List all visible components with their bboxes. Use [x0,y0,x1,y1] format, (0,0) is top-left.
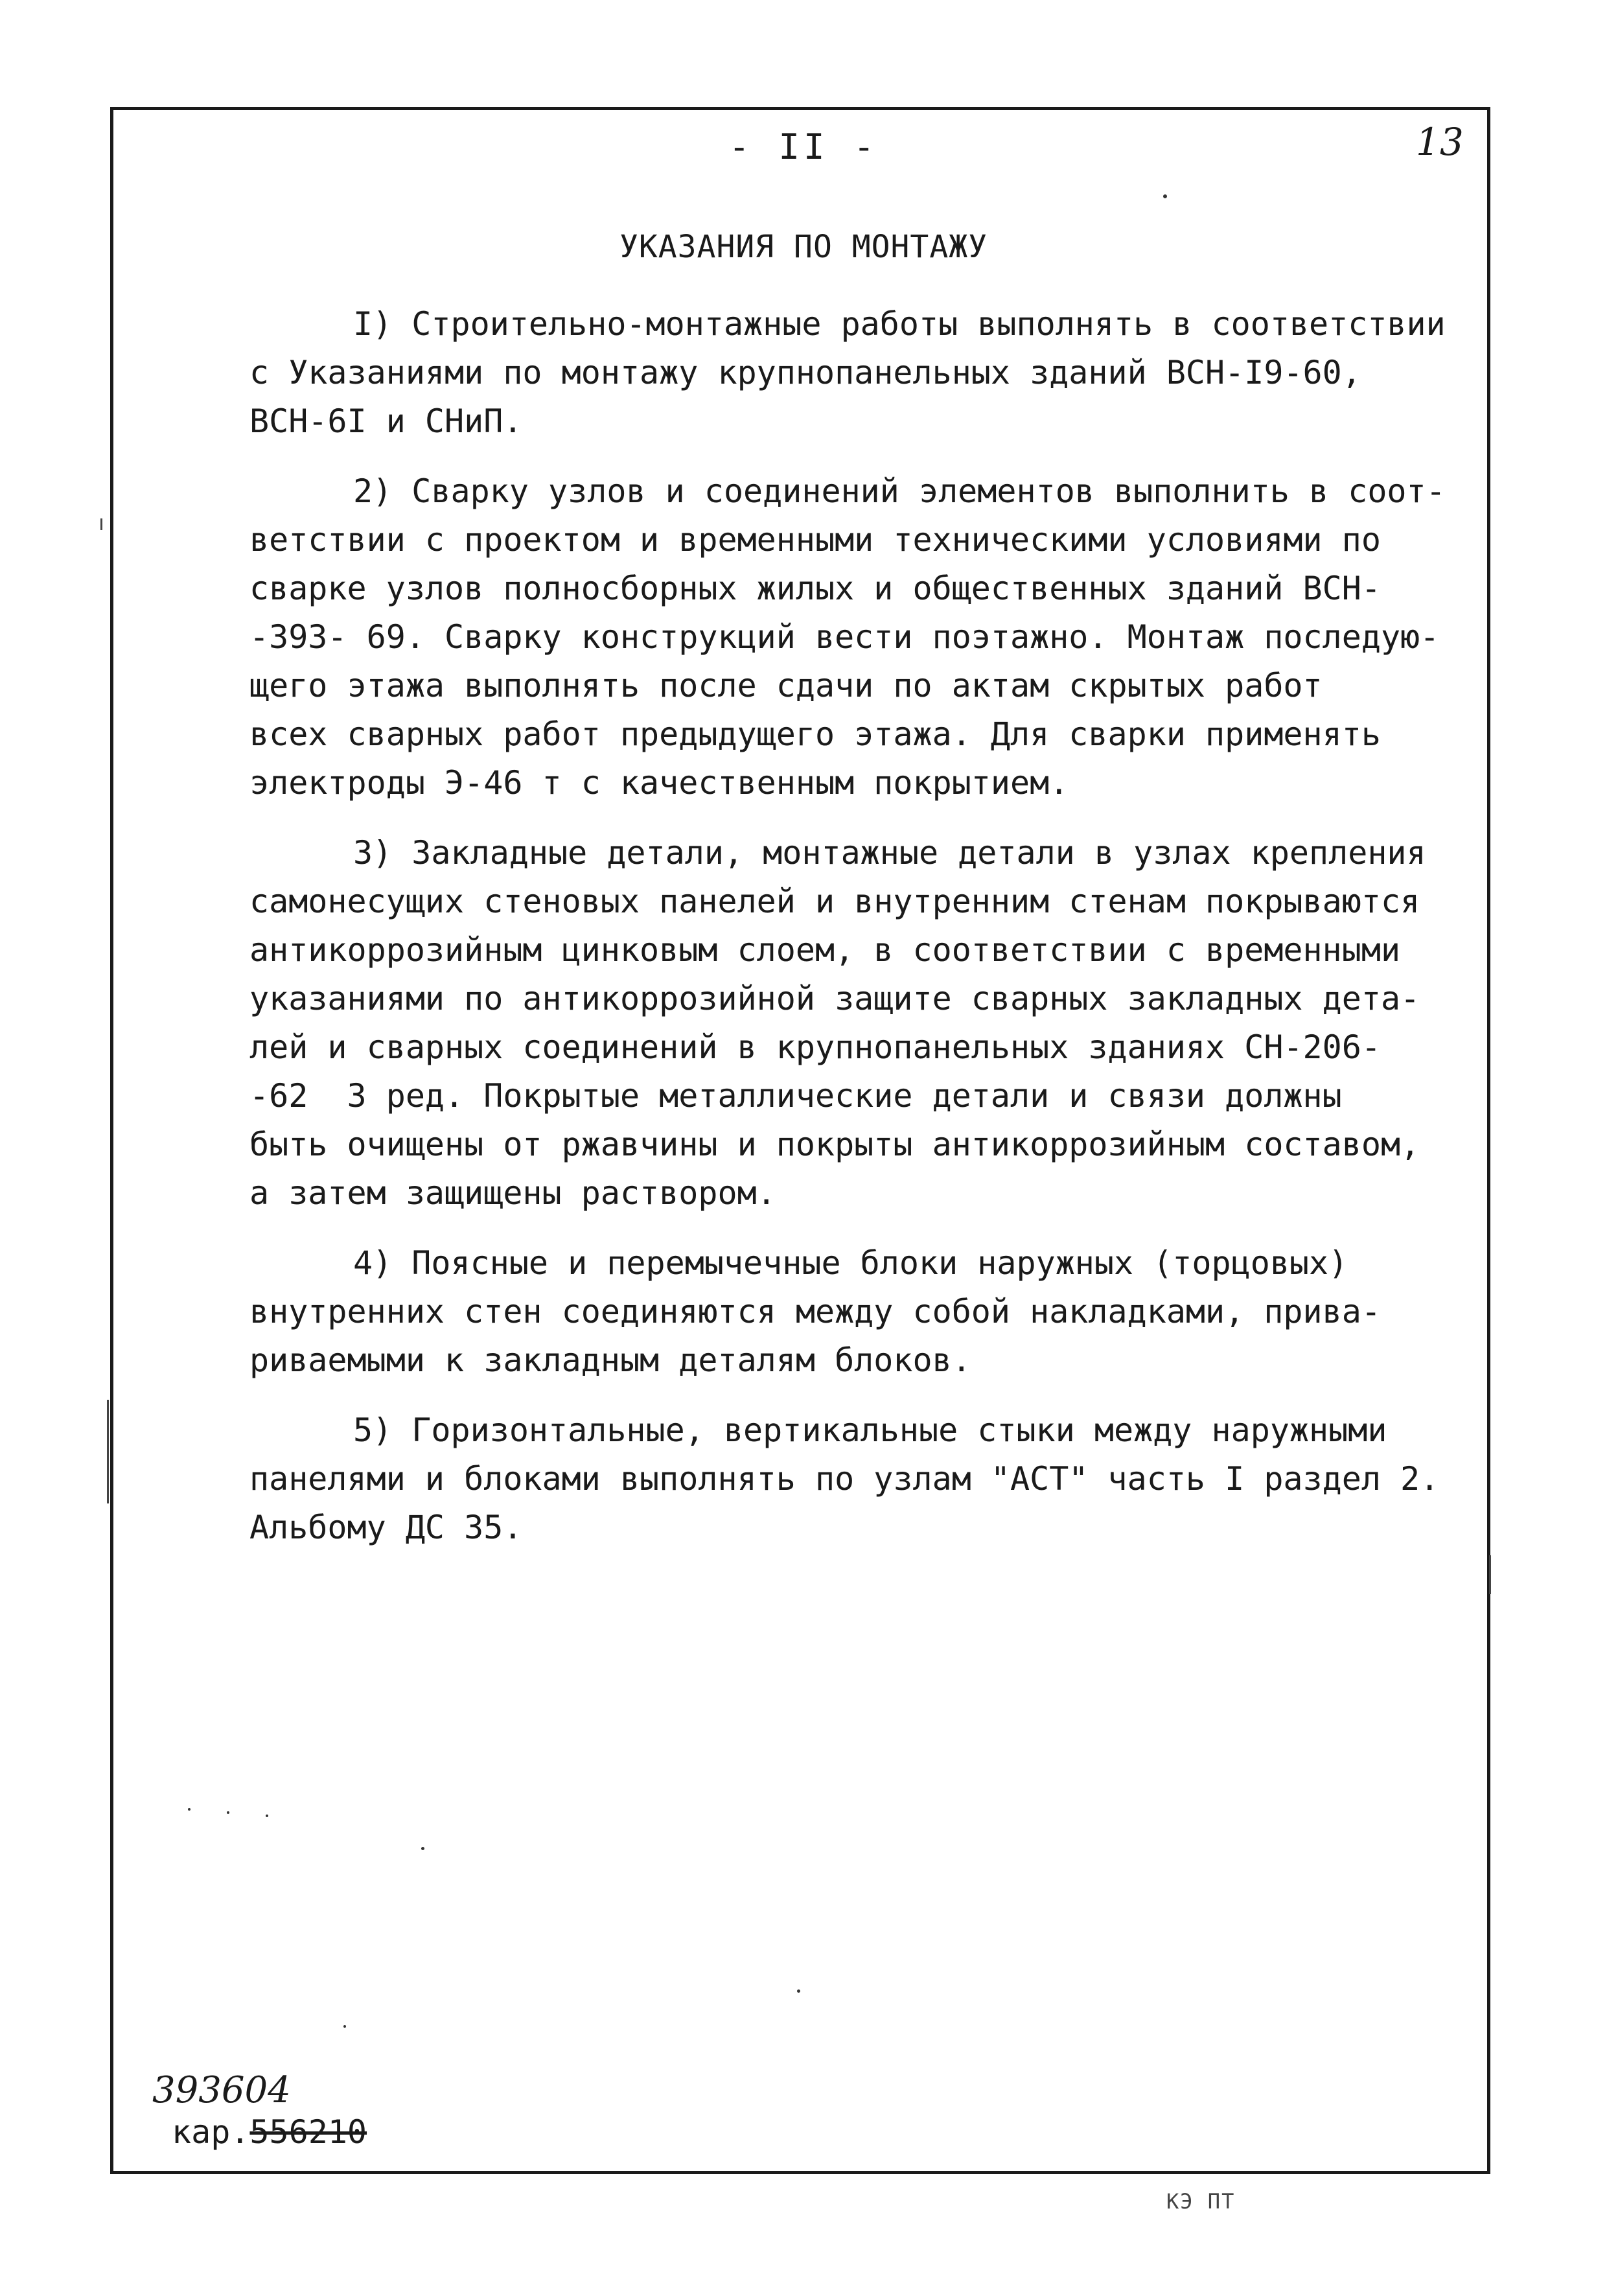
text-line: 3) Закладные детали, монтажные детали в узлах крепления [353,834,1426,872]
text-line: электроды Э-46 т с качественным покрытием. [249,764,1069,802]
text-line: всех сварных работ предыдущего этажа. Для сварки применять [249,715,1381,753]
text-line: щего этажа выполнять после сдачи по актам скрытых работ [249,667,1323,704]
text-line: 5) Горизонтальные, вертикальные стыки между наружными [353,1411,1387,1449]
scan-speck [421,1847,424,1850]
page-number: - II - [728,126,879,167]
document-title: УКАЗАНИЯ ПО МОНТАЖУ [619,229,988,265]
text-line: ВСН-6I и СНиП. [249,402,523,440]
text-line: 2) Сварку узлов и соединений элементов выполнить в соот- [353,472,1446,510]
text-line: антикоррозийным цинковым слоем, в соответствии с временными [249,931,1401,969]
text-line: риваемыми к закладным деталям блоков. [249,1341,971,1379]
scan-edge-mark [100,518,102,530]
text-line: -62 3 ред. Покрытые металлические детали и связи должны [249,1077,1342,1115]
paragraph-3 [249,829,1468,1218]
card-label: кар. [172,2113,250,2151]
scan-edge-mark [107,1400,109,1503]
instructions-body [249,300,1468,1573]
scan-edge-mark [1489,1555,1491,1594]
text-line: ветствии с проектом и временными техническими условиями по [249,521,1381,559]
text-line: панелями и блоками выполнять по узлам "АСТ" часть I раздел 2. [249,1460,1440,1498]
text-line: самонесущих стеновых панелей и внутренним стенам покрываются [249,883,1420,920]
text-line: с Указаниями по монтажу крупнопанельных зданий ВСН-I9-60, [249,354,1361,391]
footer-stamp: КЭ ПТ [1166,2189,1236,2214]
scan-speck [266,1815,268,1817]
sheet-number-handwritten: 13 [1416,120,1464,164]
text-line: лей и сварных соединений в крупнопанельных зданиях СН-206- [249,1028,1381,1066]
text-line: I) Строительно-монтажные работы выполнять в соответствии [353,305,1446,343]
text-line: -393- 69. Сварку конструкций вести поэтажно. Монтаж последую- [249,618,1440,656]
card-number [172,2113,367,2151]
text-line: указаниями по антикоррозийной защите сварных закладных дета- [249,980,1420,1017]
paragraph-5 [249,1406,1468,1552]
text-line: внутренних стен соединяются между собой накладками, прива- [249,1293,1381,1330]
paragraph-2 [249,467,1468,807]
scan-speck [188,1808,191,1811]
text-line: а затем защищены раствором. [249,1174,776,1212]
text-line: Альбому ДС 35. [249,1509,523,1546]
card-number-struck: 556210 [249,2113,367,2151]
paragraph-1 [249,300,1468,446]
inventory-number-handwritten: 393604 [152,2069,291,2111]
text-line: сварке узлов полносборных жилых и общественных зданий ВСН- [249,570,1381,607]
text-line: 4) Поясные и перемычечные блоки наружных (торцовых) [353,1244,1348,1282]
scan-speck [1163,194,1167,198]
paragraph-4 [249,1239,1468,1385]
scan-speck [343,2025,346,2028]
scan-speck [797,1989,800,1993]
text-line: быть очищены от ржавчины и покрыты антикоррозийным составом, [249,1126,1420,1163]
scan-speck [227,1811,229,1814]
